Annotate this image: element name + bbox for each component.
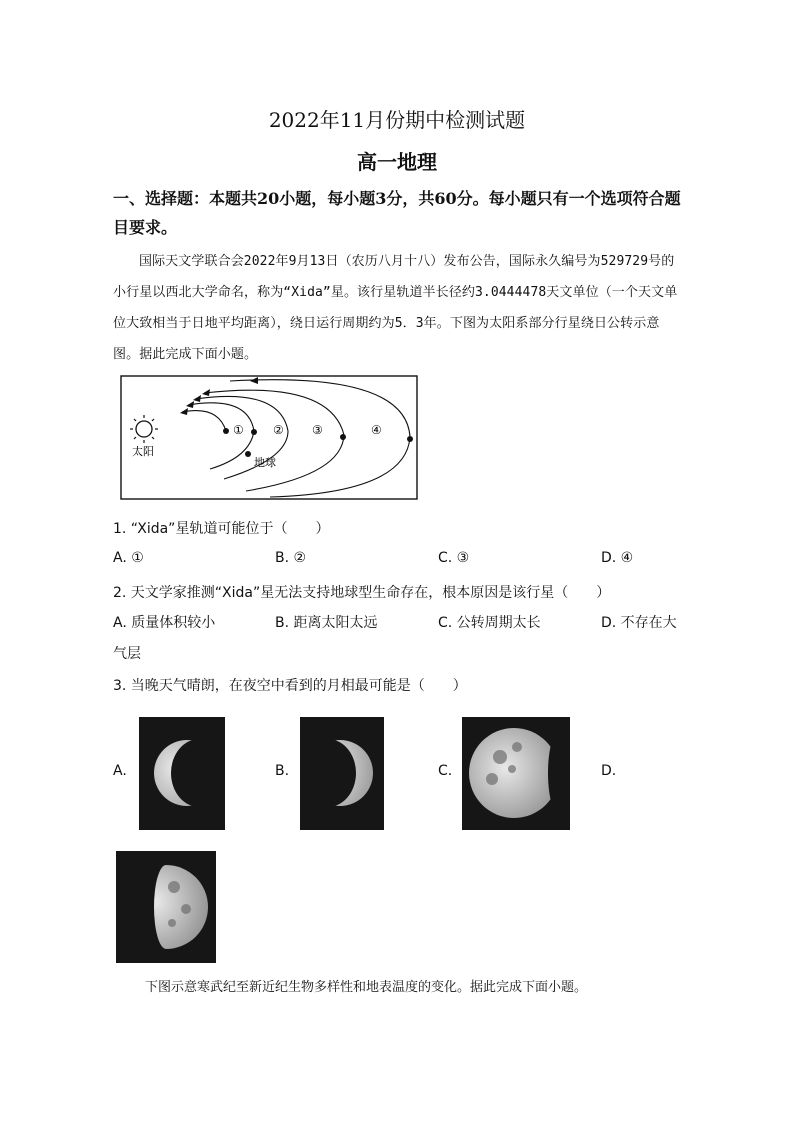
orbit-label-1: ①	[233, 423, 244, 437]
planet-dot	[245, 451, 251, 457]
intro-paragraph: 国际天文学联合会2022年9月13日（农历八月十八）发布公告，国际永久编号为529729号的小行星以西北大学命名，称为“Xida”星。该行星轨道半长径约3.0444478天文单位（一个天文单位大致相当于日地平均距离），绕日运行周期约为5．3年。下图为太阳系部分行星绕日公转示意图。据此完成下面小题。	[113, 254, 678, 362]
q1-option-b: B. ②	[275, 550, 307, 566]
planet-dot	[223, 428, 229, 434]
q3-option-c: C.	[438, 763, 453, 779]
q2-option-b: B. 距离太阳太远	[275, 615, 378, 631]
q1-option-c: C. ③	[438, 550, 470, 566]
orbit-label-2: ②	[273, 423, 284, 437]
earth-label: 地球	[254, 456, 276, 469]
question-2-stem: 2. 天文学家推测“Xida”星无法支持地球型生命存在，根本原因是该行星（ ）	[113, 585, 611, 601]
q3-option-b: B.	[275, 763, 290, 779]
q2-option-a: A. 质量体积较小	[113, 615, 216, 631]
planet-dot	[251, 429, 257, 435]
q2-option-d-wrap: 气层	[113, 646, 141, 662]
moon-image-a	[139, 717, 225, 830]
q2-option-d: D. 不存在大	[601, 615, 677, 631]
q1-option-a: A. ①	[113, 550, 144, 566]
sun-label: 太阳	[132, 445, 154, 458]
subject-title: 高一地理	[357, 150, 437, 174]
planet-dot	[407, 436, 413, 442]
q2-option-c: C. 公转周期太长	[438, 615, 541, 631]
section-heading: 一、选择题：本题共20小题，每小题3分，共60分。每小题只有一个选项符合题目要求。	[113, 189, 681, 237]
moon-image-b	[300, 717, 384, 830]
question-1-stem: 1. “Xida”星轨道可能位于（ ）	[113, 521, 330, 537]
exam-title: 2022年11月份期中检测试题	[268, 108, 526, 132]
q3-option-d: D.	[601, 763, 617, 779]
q1-option-d: D. ④	[601, 550, 634, 566]
moon-image-d	[116, 851, 216, 963]
orbit-diagram	[120, 375, 418, 501]
q3-option-a: A.	[113, 763, 127, 779]
closing-paragraph: 下图示意寒武纪至新近纪生物多样性和地表温度的变化。据此完成下面小题。	[145, 980, 588, 995]
orbit-label-3: ③	[312, 423, 323, 437]
planet-dot	[340, 434, 346, 440]
moon-image-c	[462, 717, 570, 830]
question-3-stem: 3. 当晚天气晴朗，在夜空中看到的月相最可能是（ ）	[113, 678, 467, 694]
orbit-label-4: ④	[371, 423, 382, 437]
